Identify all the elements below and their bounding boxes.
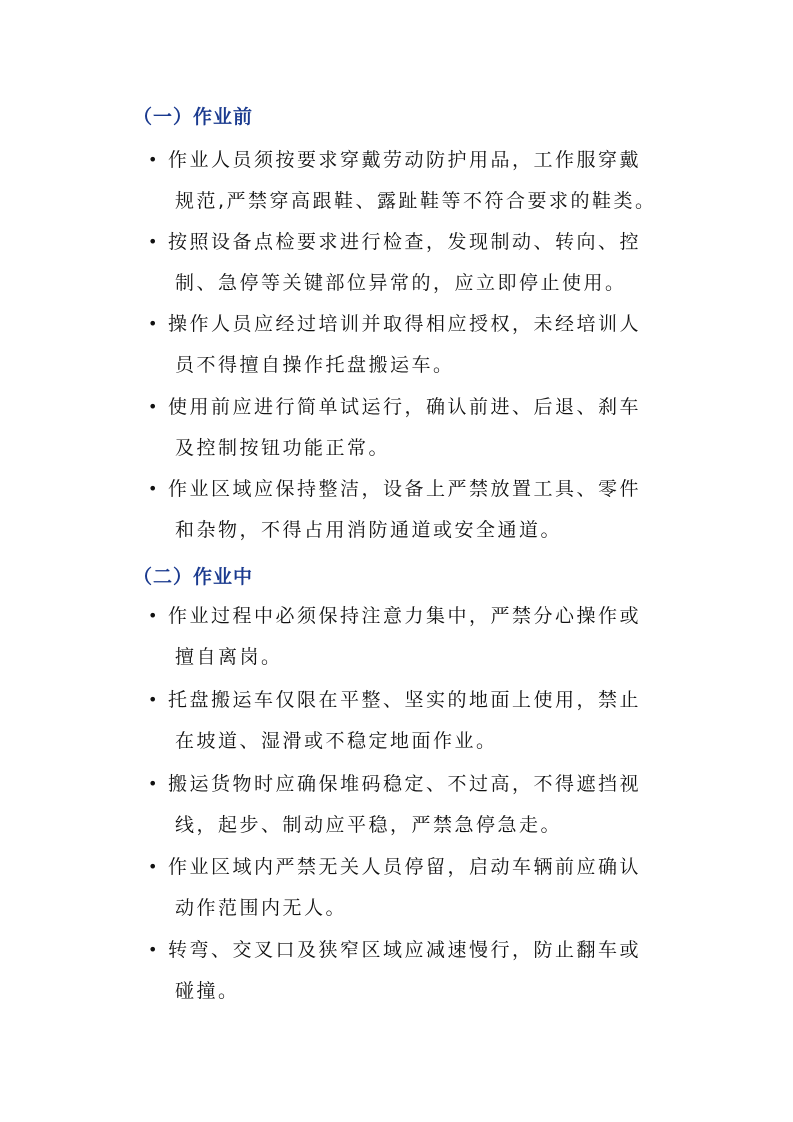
bullet: •: [148, 774, 158, 793]
list-item-text: 作业人员须按要求穿戴劳动防护用品，工作服穿戴 规范,严禁穿高跟鞋、露趾鞋等不符合要求的鞋类。: [168, 149, 657, 212]
bullet: •: [148, 150, 158, 169]
bullet: •: [148, 232, 158, 251]
list-item: [148, 387, 678, 469]
list-item-text: 使用前应进行简单试运行，确认前进、后退、刹车 及控制按钮功能正常。: [168, 396, 642, 459]
list-item: [148, 930, 678, 1012]
list-item: [148, 140, 678, 222]
list-item-text: 转弯、交叉口及狭窄区域应减速慢行，防止翻车或 碰撞。: [168, 939, 642, 1002]
section-heading-during-work: （二）作业中: [133, 566, 254, 588]
list-item-text: 作业过程中必须保持注意力集中，严禁分心操作或 擅自离岗。: [168, 605, 642, 668]
list-item: [148, 304, 678, 386]
list-item-text: 作业区域应保持整洁，设备上严禁放置工具、零件 和杂物，不得占用消防通道或安全通道。: [168, 478, 642, 541]
section-heading-before-work: （一）作业前: [133, 106, 254, 128]
list-item-text: 按照设备点检要求进行检查，发现制动、转向、控 制、急停等关键部位异常的，应立即停止使用。: [168, 231, 642, 294]
list-item-text: 搬运货物时应确保堆码稳定、不过高，不得遮挡视 线，起步、制动应平稳，严禁急停急走。: [168, 773, 642, 836]
list-item: [148, 469, 678, 551]
list-item: [148, 222, 678, 304]
bullet: •: [148, 940, 158, 959]
list-item: [148, 596, 678, 678]
list-item-text: 作业区域内严禁无关人员停留，启动车辆前应确认 动作范围内无人。: [168, 856, 642, 919]
list-item-text: 托盘搬运车仅限在平整、坚实的地面上使用，禁止 在坡道、湿滑或不稳定地面作业。: [168, 689, 642, 752]
list-item: [148, 847, 678, 929]
bullet: •: [148, 690, 158, 709]
list-item: [148, 764, 678, 846]
bullet: •: [148, 314, 158, 333]
bullet: •: [148, 606, 158, 625]
bullet: •: [148, 857, 158, 876]
bullet: •: [148, 479, 158, 498]
bullet: •: [148, 397, 158, 416]
list-item-text: 操作人员应经过培训并取得相应授权，未经培训人 员不得擅自操作托盘搬运车。: [168, 313, 642, 376]
list-item: [148, 680, 678, 762]
